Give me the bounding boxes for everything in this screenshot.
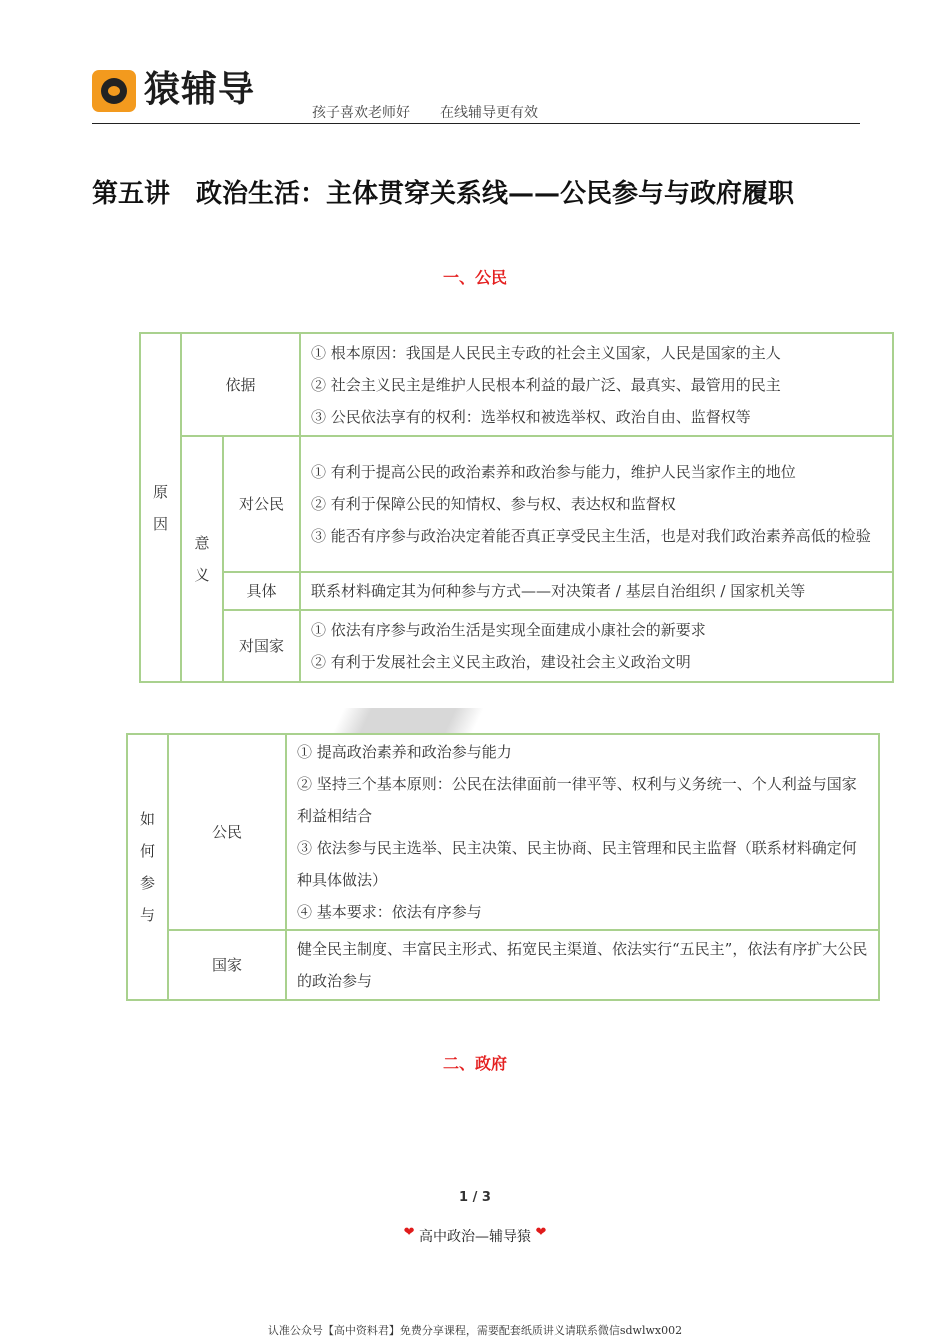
header-divider xyxy=(92,123,860,124)
citizen-content xyxy=(286,734,879,930)
to-country-row-1: ① 依法有序参与政治生活是实现全面建成小康社会的新要求 xyxy=(311,621,706,639)
reason-cell xyxy=(140,333,181,682)
heart-icon: ❤ xyxy=(535,1225,547,1240)
how-to-participate-table xyxy=(126,733,880,1001)
to-country-label: 对国家 xyxy=(223,610,300,682)
country-content: 健全民主制度、丰富民主形式、拓宽民主渠道、依法实行“五民主”，依法有序扩大公民的政治参与 xyxy=(286,930,879,1000)
meaning-cell xyxy=(181,436,223,682)
how-cell xyxy=(127,734,168,1000)
specific-label: 具体 xyxy=(223,572,300,610)
logo-icon xyxy=(92,70,136,112)
to-citizen-label: 对公民 xyxy=(223,436,300,572)
logo-text: 猿辅导 xyxy=(144,69,256,110)
footer-brand xyxy=(0,1226,950,1246)
citizen-reason-table xyxy=(139,332,894,683)
meaning-label: 意义 xyxy=(194,534,210,584)
to-country-content xyxy=(300,610,893,682)
to-citizen-content xyxy=(300,436,893,572)
watermark-graphic xyxy=(332,708,484,734)
page-number: 1 / 3 xyxy=(459,1190,491,1205)
slogan-1: 孩子喜欢老师好 xyxy=(312,105,410,121)
section-heading-government: 二、政府 xyxy=(442,1054,507,1073)
basis-label: 依据 xyxy=(181,333,300,436)
heart-icon: ❤ xyxy=(403,1225,415,1240)
citizen-label: 公民 xyxy=(168,734,286,930)
citizen-row-2: ② 坚持三个基本原则：公民在法律面前一律平等、权利与义务统一、个人利益与国家利益相结合 xyxy=(297,775,857,825)
slogan-2: 在线辅导更有效 xyxy=(440,105,538,121)
specific-content: 联系材料确定其为何种参与方式——对决策者 / 基层自治组织 / 国家机关等 xyxy=(300,572,893,610)
basis-row-3: ③ 公民依法享有的权利：选举权和被选举权、政治自由、监督权等 xyxy=(311,407,751,426)
section-heading-citizen: 一、公民 xyxy=(442,268,507,287)
page-header xyxy=(92,66,860,124)
page-title: 第五讲 政治生活：主体贯穿关系线——公民参与与政府履职 xyxy=(92,179,795,209)
country-label: 国家 xyxy=(168,930,286,1000)
basis-row-1: ① 根本原因：我国是人民民主专政的社会主义国家，人民是国家的主人 xyxy=(311,343,781,362)
footer-text: 高中政治—辅导猿 xyxy=(419,1229,531,1245)
citizen-row-1: ① 提高政治素养和政治参与能力 xyxy=(297,743,512,761)
reason-label: 原因 xyxy=(152,482,168,533)
citizen-row-3: ③ 依法参与民主选举、民主决策、民主协商、民主管理和民主监督（联系材料确定何种具体做法） xyxy=(297,839,857,889)
to-citizen-row-3: ③ 能否有序参与政治决定着能否真正享受民主生活，也是对我们政治素养高低的检验 xyxy=(311,527,871,545)
citizen-row-4: ④ 基本要求：依法有序参与 xyxy=(297,903,482,921)
to-citizen-row-2: ② 有利于保障公民的知情权、参与权、表达权和监督权 xyxy=(311,495,676,513)
basis-row-2: ② 社会主义民主是维护人民根本利益的最广泛、最真实、最管用的民主 xyxy=(311,375,781,394)
to-citizen-row-1: ① 有利于提高公民的政治素养和政治参与能力，维护人民当家作主的地位 xyxy=(311,463,796,481)
how-label: 如何参与 xyxy=(139,810,155,924)
to-country-row-2: ② 有利于发展社会主义民主政治，建设社会主义政治文明 xyxy=(311,653,691,671)
bottom-note: 认准公众号【高中资料君】免费分享课程，需要配套纸质讲义请联系微信sdwlwx002 xyxy=(267,1324,683,1337)
basis-content xyxy=(300,333,893,436)
